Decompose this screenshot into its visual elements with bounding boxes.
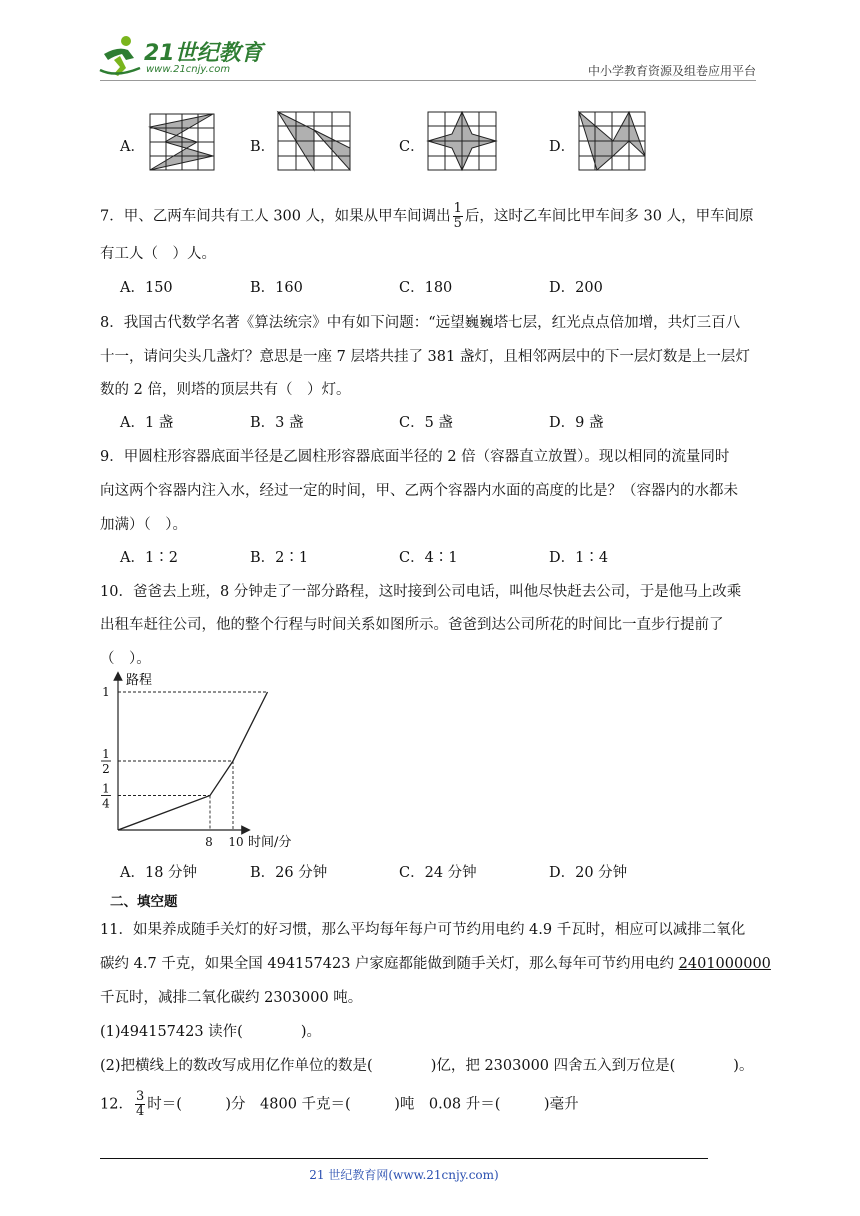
q8-option-b: B．3 盏	[250, 415, 304, 431]
q7-line1: 7．甲、乙两车间共有工人 300 人，如果从甲车间调出 $\frac{1}{5}$ 后，这时乙车间比甲车间多 30 人，甲车间原	[100, 201, 754, 231]
q9-line3: 加满）（ ）。	[100, 517, 187, 533]
q10-guides	[118, 692, 268, 830]
q9-option-c: C．4∶1	[399, 550, 458, 566]
q11-sub1: (1)494157423 读作( )。	[100, 1024, 321, 1040]
footer-text: 21 世纪教育网(www.21cnjy.com)	[309, 1168, 499, 1182]
q7-option-c: C．180	[399, 280, 453, 296]
q10-ylabel: 路程	[126, 673, 153, 688]
q10-option-a: A．18 分钟	[120, 865, 198, 881]
section2-title: 二、填空题	[110, 894, 178, 910]
q10-option-c: C．24 分钟	[399, 865, 477, 881]
q7-line2: 有工人（ ）人。	[100, 246, 216, 262]
x-tick-10: 10	[228, 835, 244, 849]
logo-text: 21世纪教育	[144, 41, 263, 66]
q11-line3: 千瓦时，减排二氧化碳约 2303000 吨。	[100, 990, 363, 1006]
q12-line: 12． $\frac{3}{4}$ 时＝( )分 4800 千克＝( )吨 0.08 升＝( )毫升	[100, 1089, 579, 1119]
q8-option-d: D．9 盏	[549, 415, 604, 431]
q11-line2: 碳约 4.7 千克，如果全国 494157423 户家庭都能做到随手关灯，那么每年可节约用电约 2401000000	[100, 956, 771, 972]
q6-option-a-figure	[148, 112, 216, 172]
footer-rule	[100, 1158, 708, 1159]
q10-line2: 出租车赶往公司，他的整个行程与时间关系如图所示。爸爸到达公司所花的时间比一直步行提前了	[100, 617, 724, 633]
x-tick-8: 8	[205, 835, 213, 849]
q8-line1: 8．我国古代数学名著《算法统宗》中有如下问题：“远望巍巍塔七层，红光点点倍加增，共灯三百八	[100, 315, 741, 331]
q7-fraction: $\frac{1}{5}$	[453, 201, 462, 231]
y-tick-quarter-num: 1	[102, 781, 110, 796]
q9-option-b: B．2∶1	[250, 550, 309, 566]
q10-chart	[96, 668, 316, 852]
q10-xlabel: 时间/分	[248, 835, 292, 850]
header-logo	[96, 34, 266, 78]
y-tick-half-num: 1	[102, 747, 110, 761]
logo-url: www.21cnjy.com	[146, 64, 231, 75]
q7-option-d: D．200	[549, 280, 603, 296]
y-tick-half-den: 2	[102, 762, 110, 776]
q9-option-d: D．1∶4	[549, 550, 609, 566]
q10-line1: 10．爸爸去上班，8 分钟走了一部分路程，这时接到公司电话，叫他尽快赶去公司，于是他马上改乘	[100, 584, 742, 600]
header-right-text: 中小学教育资源及组卷应用平台	[587, 64, 756, 78]
q6-option-d-figure	[577, 110, 647, 172]
q8-option-c: C．5 盏	[399, 415, 453, 431]
q6-option-b-label: B．	[250, 139, 276, 155]
q12-fraction: $\frac{3}{4}$	[135, 1089, 145, 1119]
q9-option-a: A．1∶2	[120, 550, 178, 566]
q9-line1: 9．甲圆柱形容器底面半径是乙圆柱形容器底面半径的 2 倍（容器直立放置）。现以相同的流量同时	[100, 449, 730, 465]
q6-option-c-figure	[426, 110, 498, 172]
y-tick-quarter-den: 4	[102, 796, 110, 811]
q8-line3: 数的 2 倍，则塔的顶层共有（ ）灯。	[100, 382, 351, 398]
q6-option-c-label: C．	[399, 139, 425, 155]
q8-line2: 十一，请问尖头几盏灯？意思是一座 7 层塔共挂了 381 盏灯，且相邻两层中的下一层灯数是上一层灯	[100, 349, 750, 365]
q6-option-d-label: D．	[549, 139, 576, 155]
q9-line2: 向这两个容器内注入水，经过一定的时间，甲、乙两个容器内水面的高度的比是？（容器内的水都未	[100, 483, 738, 499]
q7-option-a: A．150	[120, 280, 173, 296]
q10-option-b: B．26 分钟	[250, 865, 328, 881]
y-tick-1: 1	[102, 685, 110, 699]
q6-option-a-label: A．	[120, 139, 145, 155]
q11-sub2: (2)把横线上的数改写成用亿作单位的数是( )亿，把 2303000 四舍五入到万位是( )。	[100, 1058, 754, 1074]
q10-line3: （ ）。	[100, 651, 151, 667]
header-rule	[100, 80, 756, 81]
runner-logo-icon	[96, 34, 144, 78]
q10-tick-labels	[101, 685, 244, 849]
q11-underlined-number: 2401000000	[678, 956, 771, 972]
q7-option-b: B．160	[250, 280, 303, 296]
q11-line1: 11．如果养成随手关灯的好习惯，那么平均每年每户可节约用电约 4.9 千瓦时，相应可以减排二氧化	[100, 922, 746, 938]
q10-option-d: D．20 分钟	[549, 865, 628, 881]
q8-option-a: A．1 盏	[120, 415, 174, 431]
q6-option-b-figure	[276, 110, 352, 172]
